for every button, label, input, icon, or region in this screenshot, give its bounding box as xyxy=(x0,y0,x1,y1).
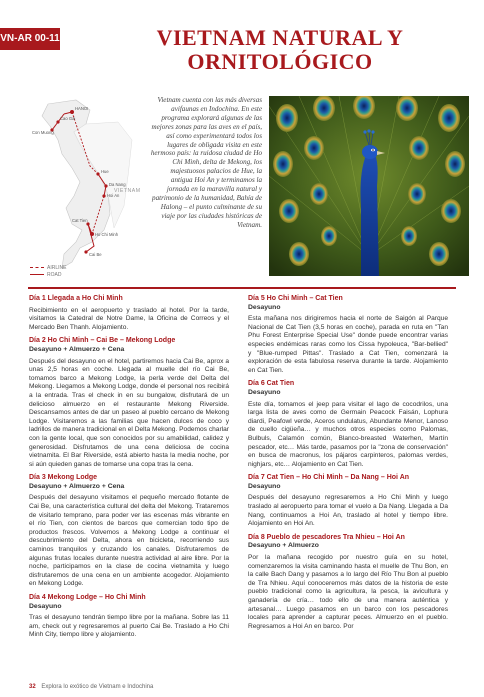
day-2-text: Después del desayuno en el hotel, partiremos hacia Cai Be, aprox a unas 2,5 horas en coche. Llegada al muelle del río Cai Be, tomamos barco a Mekong Lodge, la perla verde del Delta del Mekong. Llegamos a Mekong Lodge, donde el personal nos recibirá a la entrada. Tras el check in en su bungalow, disfrutará de un delicioso almuerzo en el restaurante Mekong Riverside. Descansamos antes de dar un paseo al pueblo cercano de Mekong Lodge. Visitaremos a las familias que hacen dulces de coco y ladrillos de manera tradicional en el Delta Mekong. Podemos charlar con la gente local, que son conocidos por su amabilidad, calidez y generosidad. Disfrutamos de una cena deliciosa de cocina vietnamita. El Bar Riverside, está abierto hasta la media noche, por si aún quieden ganas de tomarse una copa tras la cena. xyxy=(29,357,229,468)
page-number: 32 xyxy=(29,684,36,690)
page-footer xyxy=(29,684,153,690)
map-legend xyxy=(30,265,66,279)
day-6-title: Día 6 Cat Tien xyxy=(248,380,295,388)
day-5-meals: Desayuno xyxy=(248,303,281,311)
itinerary-column-left xyxy=(29,295,229,640)
itinerary-code: VN-AR 00-11 xyxy=(0,28,60,50)
section-divider xyxy=(28,287,456,289)
day-5-title: Día 5 Ho Chi Minh – Cat Tien xyxy=(248,295,343,302)
intro-text: Vietnam cuenta con las más diversas avifaunas en Indochina. En este programa explorará algunas de las mejores zonas para las aves en el país, así como experimentará todos los lugares de obligada visita en este hermoso país: la ruidosa ciudad de Ho Chi Minh, delta de Mekong, los majestuosos palacios de Hue, la antigua Hoi An y terminamos la jornada en la maravilla natural y patrimonio de la humanidad, Bahía de Halong – el punto culminante de su viaje por las ciudades históricas de Vietnam. xyxy=(150,96,262,229)
day-6-meals: Desayuno xyxy=(248,388,281,396)
day-7-meals: Desayuno xyxy=(248,482,281,490)
day-8-text: Por la mañana recogido por nuestro guía en su hotel, comenzaremos la visita caminando hasta el muelle de Thu Bon, en la calle Bach Dang y pasamos a lo largo del Río Thu Bon al pueblo de Tra Nhieu. Aquí conoceremos más datos de la historia de este pueblo tradicional como la agricultura, la pesca, la avicultura y ganadería de cría… todo ello de una manera auténtica y artesanal… Luego pasamos en un barco con los pescadores locales para aprender a capturar peces. Almuerzo en el pueblo. Regresamos a Hoi An en barco. Por xyxy=(248,554,448,630)
legend-road: ROAD xyxy=(30,272,66,279)
day-7-text: Después del desayuno regresaremos a Ho Chi Minh y luego traslado al aeropuerto para tomar el vuelo a Da Nang. Llegada a Da Nang, continuamos a Hoi An, traslado al hotel y tiempo libre. Alojamiento en Hoi An. xyxy=(248,494,448,528)
city-label-cai-be: Cai Be xyxy=(89,252,102,257)
day-2-title: Día 2 Ho Chi Minh – Cai Be – Mekong Lodge xyxy=(29,337,176,345)
day-6-text: Este día, tomamos el jeep para visitar el lago de cocodrilos, una larga lista de aves como de Germain Peacock Faisán, Lophura diardi, Peafowl verde, Aceros undulatus, Abundante Menor, Lanoso de cuello cigüeña… y muchos otros especies como Palomas, Bulbuls, Calamón común, Blanco-breasted Waterhen, Martín pescador, etc… Más tarde, pasamos por la "zona de conservación" en busca de macronus, los pájaros carpinteros, palomas verdes, nighjars, etc… Alojamiento en Cat Tien. xyxy=(248,400,448,468)
day-3-text: Después del desayuno visitamos el pequeño mercado flotante de Cai Be, una característica cultural del delta del Mekong. Trataremos de visitarlo temprano, para poder ver las escenas más vibrante en el río Tien, con cientos de barcos que comercian todo tipo de productos frescos. Volvemos a Mekong Lodge a continuar el descubrimiento del Delta, ahora en bicicleta, recorriendo sus caminos tranquilos y cruzando los canales. Disfrutaremos de algunas frutas locales durante nuestra actividad al aire libre. Por la noche, participamos en la clase de cocina vietnamita y luego disfrutaremos de una cena en un ambiente acogedor. Alojamiento en Mekong Lodge. xyxy=(29,494,229,588)
day-8-title: Día 8 Pueblo de pescadores Tra Nhieu – Hoi An xyxy=(248,533,405,541)
city-label-cao-gai: Cao Gai xyxy=(60,116,76,121)
day-3-title: Día 3 Mekong Lodge xyxy=(29,474,98,482)
day-4-text: Tras el desayuno tendrán tiempo libre por la mañana. Sobre las 11 am, check out y regresaremos al puerto Cai Be. Traslado a Ho Chi Minh City, tiempo libre y alojamiento. xyxy=(29,614,229,639)
city-label-hanoi: HANOI xyxy=(75,106,89,111)
title-line-2: ORNITOLÓGICO xyxy=(187,49,373,74)
city-label-ho-chi-minh: Ho Chi Minh xyxy=(95,232,119,237)
itinerary-column-right xyxy=(248,295,448,631)
title-line-1: VIETNAM NATURAL Y xyxy=(156,25,404,50)
day-7-title: Día 7 Cat Tien – Ho Chi Minh – Da Nang – Hoi An xyxy=(248,474,410,482)
day-4-title: Día 4 Mekong Lodge – Ho Chi Minh xyxy=(29,594,146,601)
day-1-title: Día 1 Llegada a Ho Chi Minh xyxy=(29,295,123,302)
airline-line-icon xyxy=(30,267,44,268)
route-map xyxy=(28,96,148,276)
city-label-hoi-an: Hoi An xyxy=(107,193,120,198)
peacock-photo xyxy=(269,96,469,276)
day-8-meals: Desayuno + Almuerzo xyxy=(248,542,319,550)
day-2-meals: Desayuno + Almuerzo + Cena xyxy=(29,345,125,353)
legend-airline: AIRLINE xyxy=(30,265,66,272)
city-label-da-nang: Da Nang xyxy=(109,182,126,187)
page-title xyxy=(90,26,470,74)
day-5-text: Esta mañana nos dirigiremos hacia el norte de Saigón al Parque Nacional de Cat Tien (3,5 horas en coche), parada en ruta en "Tan Phu Forest Enterprise Special Use" donde puede encontrar varias especies endémicas raras como los Cissa hypoleuca, "Bar-bellied" y "Blue-rumped Pittas". Traslado a Cat Tien, comenzará la exploración de esta fabulosa reserva durante la tarde. Alojamiento en Cat Tien. xyxy=(248,315,448,374)
country-label: VIETNAM xyxy=(114,188,141,194)
city-label-cat-tien: Cat Tien xyxy=(72,218,88,223)
footer-text: Explora lo exótico de Vietnam e Indochina xyxy=(41,684,154,690)
road-line-icon xyxy=(30,274,44,275)
day-1-text: Recibimiento en el aeropuerto y traslado al hotel. Por la tarde, visitamos la Catedral de Notre Dame, la Oficina de Correos y el Mercado Ben Thanh. Alojamiento. xyxy=(29,306,229,331)
day-3-meals: Desayuno + Almuerzo + Cena xyxy=(29,482,125,490)
city-label-con-muong: Con Muong xyxy=(32,130,54,135)
city-label-hue: Hue xyxy=(101,169,109,174)
day-4-meals: Desayuno xyxy=(29,602,62,610)
